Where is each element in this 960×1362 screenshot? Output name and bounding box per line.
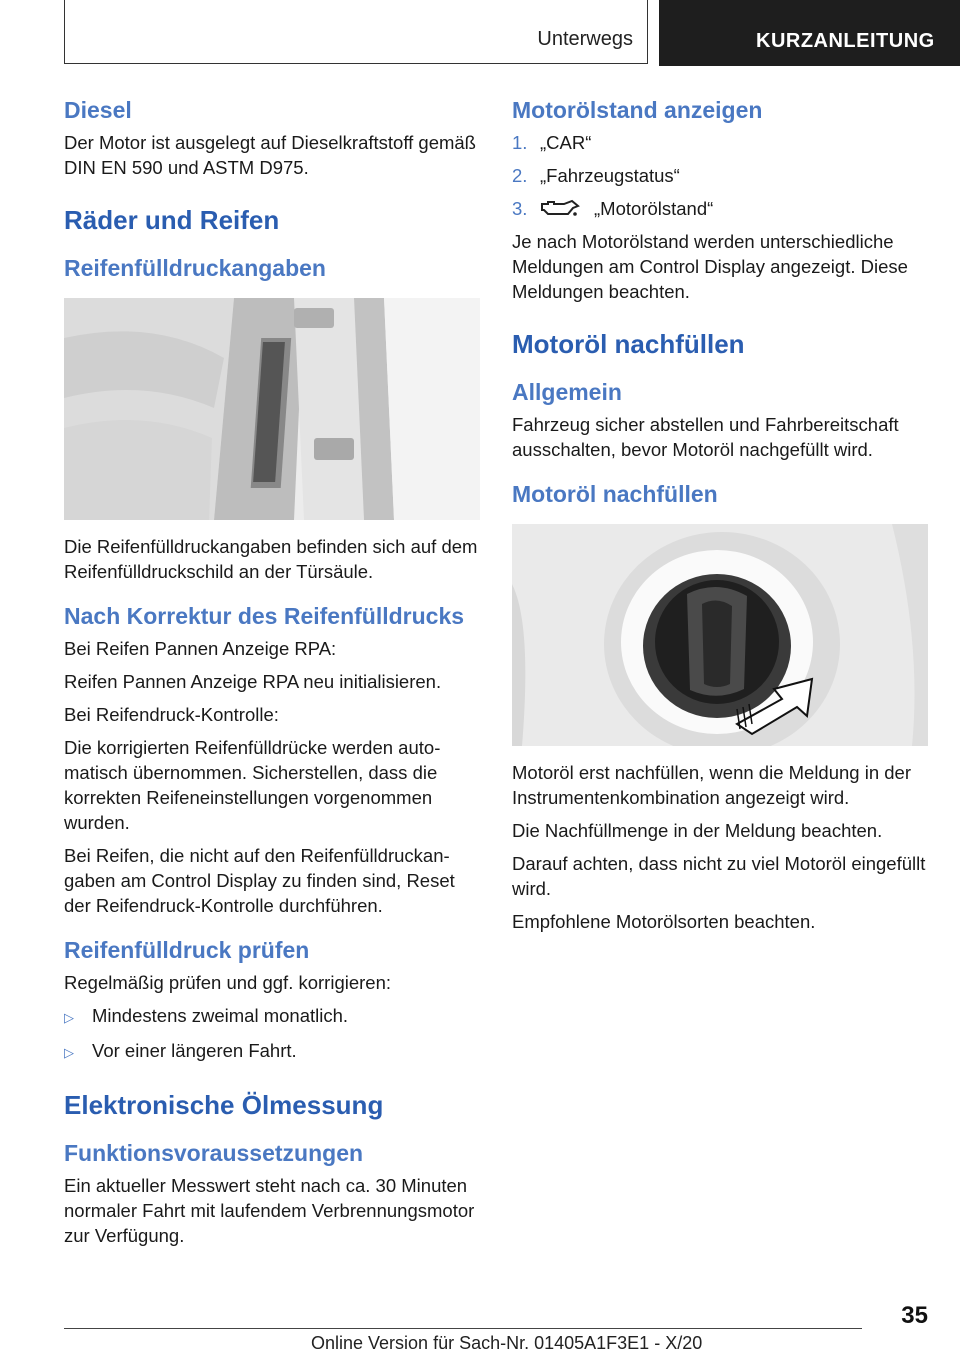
header-chapter-tab: KURZANLEITUNG	[659, 0, 960, 66]
triangle-bullet-icon: ▷	[64, 1045, 74, 1060]
korrektur-heading: Nach Korrektur des Reifenfülldrucks	[64, 603, 465, 629]
header-section-box	[64, 0, 648, 64]
step-text: „Fahrzeugstatus“	[540, 165, 680, 186]
stand-text: Je nach Motorölstand werden unterschiedliche Meldungen am Control Display angezeigt. Diese Meldungen beachten.	[512, 231, 908, 302]
allgemein-text: Fahrzeug sicher abstellen und Fahrbereitschaft ausschalten, bevor Motoröl nachgefüllt wird.	[512, 414, 899, 460]
funktion-heading: Funktionsvoraussetzungen	[64, 1140, 364, 1166]
page-number: 35	[901, 1302, 928, 1329]
funktion-text: Ein aktueller Messwert steht nach ca. 30 Minuten normaler Fahrt mit laufendem Verbrennungsmotor zur Verfügung.	[64, 1175, 475, 1246]
nachfuellen-sub-heading: Motoröl nachfüllen	[512, 481, 718, 507]
left-column	[64, 96, 482, 1256]
pruefen-text: Regelmäßig prüfen und ggf. korrigieren:	[64, 972, 392, 993]
diesel-text: Der Motor ist ausgelegt auf Dieselkraftstoff gemäß DIN EN 590 und ASTM D975.	[64, 132, 476, 178]
door-pillar-illustration	[64, 298, 480, 520]
list-item-text: Vor einer längeren Fahrt.	[92, 1040, 297, 1061]
list-item-text: Mindestens zweimal monatlich.	[92, 1005, 349, 1026]
step-item	[512, 163, 930, 188]
step-number: 3.	[512, 198, 528, 219]
nf-text-2: Die Nachfüllmenge in der Meldung beachten.	[512, 820, 883, 841]
nf-text-4: Empfohlene Motorölsorten beachten.	[512, 911, 816, 932]
list-item	[64, 1003, 482, 1030]
footer-divider	[64, 1328, 862, 1329]
nachfuellen-main-heading: Motoröl nachfüllen	[512, 329, 745, 359]
korrektur-text-4: Die korrigierten Reifenfülldrücke werden automatisch übernommen. Sicherstellen, dass die korrekten Reifeneinstellungen vorgenommen wurden.	[64, 737, 441, 833]
stand-heading: Motorölstand anzeigen	[512, 97, 763, 123]
door-pillar-image	[64, 298, 480, 520]
allgemein-heading: Allgemein	[512, 379, 622, 405]
right-column	[512, 96, 930, 942]
list-item	[64, 1038, 482, 1065]
nf-text-3: Darauf achten, dass nicht zu viel Motoröl eingefüllt wird.	[512, 853, 926, 899]
step-text: „Motorölstand“	[594, 198, 714, 219]
step-text: „CAR“	[540, 132, 592, 153]
step-number: 2.	[512, 165, 528, 186]
reifenfuell-caption: Die Reifenfülldruckangaben befinden sich auf dem Reifenfülldruckschild an der Türsäule.	[64, 536, 478, 582]
oil-can-icon	[540, 198, 580, 220]
oil-filler-cap-illustration	[512, 524, 928, 746]
diesel-heading: Diesel	[64, 97, 132, 123]
reifenfuell-heading: Reifenfülldruckangaben	[64, 255, 326, 281]
step-number: 1.	[512, 132, 528, 153]
nf-text-1: Motoröl erst nachfüllen, wenn die Meldung in der Instrumentenkombination angezeigt wird.	[512, 762, 912, 808]
header-section-title: Unterwegs	[537, 28, 633, 50]
korrektur-text-2: Reifen Pannen Anzeige RPA neu initialisieren.	[64, 671, 442, 692]
step-item	[512, 196, 930, 221]
korrektur-text-5: Bei Reifen, die nicht auf den Reifenfülldruckangaben am Control Display zu finden sind, Reset der Reifendruck-Kontrolle durchführen.	[64, 845, 455, 916]
raeder-heading: Räder und Reifen	[64, 205, 280, 235]
step-item	[512, 130, 930, 155]
korrektur-text-3: Bei Reifendruck-Kontrolle:	[64, 704, 279, 725]
oelmessung-heading: Elektronische Ölmessung	[64, 1090, 384, 1120]
triangle-bullet-icon: ▷	[64, 1010, 74, 1025]
korrektur-text-1: Bei Reifen Pannen Anzeige RPA:	[64, 638, 337, 659]
oil-filler-cap-image	[512, 524, 928, 746]
footer-version-text: Online Version für Sach-Nr. 01405A1F3E1 - X/20	[311, 1333, 703, 1353]
pruefen-heading: Reifenfülldruck prüfen	[64, 937, 310, 963]
